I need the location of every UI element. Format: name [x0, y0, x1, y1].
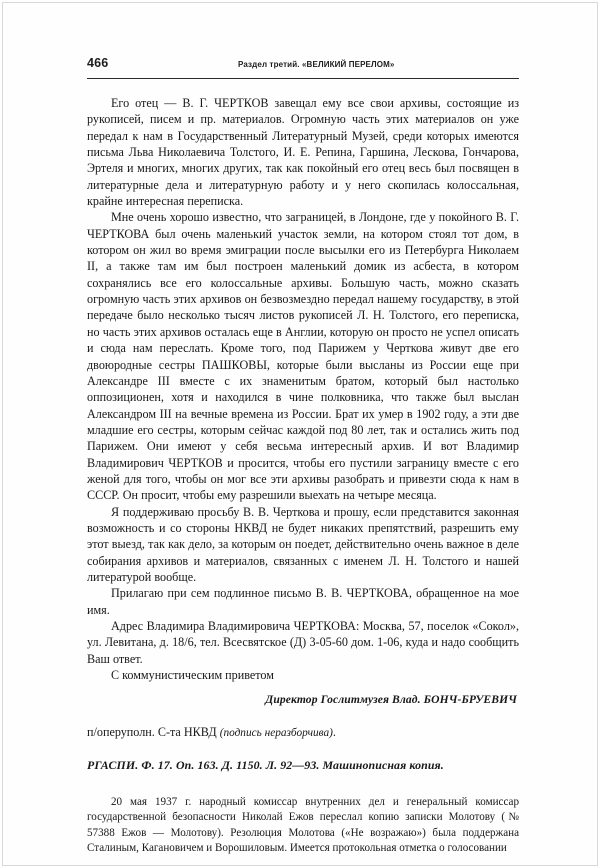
closing-greeting: С коммунистическим приветом	[111, 668, 274, 683]
nkvd-note-suffix: .	[332, 725, 336, 740]
header-divider	[87, 78, 519, 79]
nkvd-note-illegible: (подпись неразборчива)	[219, 727, 333, 740]
running-head	[87, 56, 519, 82]
editorial-commentary: 20 мая 1937 г. народный комиссар внутренних дел и генеральный комиссар государственной безопасности Николай Ежов переслал копию записки Молотову (№ 57388 Ежов — Молотову). Резолюция Молотова («Не возражаю») была поддержана Сталиным, Кагановичем и Ворошиловым. Имеется протокольная отметка о голосовании	[87, 795, 519, 854]
nkvd-note	[87, 724, 519, 741]
paragraph-5-address: Адрес Владимира Владимировича ЧЕРТКОВА: Москва, 57, поселок «Сокол», ул. Левитана, д. 18/6, тел. Всесвятское (Д) 3-05-60 дом. 1-06, куда и надо сообщить Ваш ответ.	[87, 619, 519, 666]
paragraph-3: Я поддерживаю просьбу В. В. Черткова и прошу, если представится законная возможность и со стороны НКВД не будет никаких препятствий, разрешить ему этот выезд, так как дело, за которым он поедет, действительно очень важное в деле собирания архивов и материалов, связанных с именем Л. Н. Толстого и нашей литературой вообще.	[87, 504, 519, 584]
running-head-title: Раздел третий. «ВЕЛИКИЙ ПЕРЕЛОМ»	[238, 59, 395, 69]
paragraph-1: Его отец — В. Г. ЧЕРТКОВ завещал ему все свои архивы, состоящие из рукописей, писем и пр. материалов. Огромную часть этих материалов он уже передал к нам в Государственный Литературный Музей, среди которых имеются письма Льва Николаевича Толстого, И. Е. Репина, Гаршина, Лескова, Гончарова, Эртеля и многих, многих других, так как покойный его отец весь был посвящен в литературные дела и литературную работу и у него скопилась колоссальная, крайне интересная переписка.	[87, 96, 519, 209]
nkvd-note-prefix: п/оперуполн. С-та НКВД	[87, 725, 220, 740]
signature-line: Директор Гослитмузея Влад. БОНЧ-БРУЕВИЧ	[265, 693, 517, 707]
page-content	[87, 56, 519, 856]
page-number: 466	[87, 56, 109, 70]
paragraph-2: Мне очень хорошо известно, что заграницей, в Лондоне, где у покойного В. Г. ЧЕРТКОВА был очень маленький участок земли, на котором стоял тот дом, в котором он жил во время эмиграции после высылки его из Петербурга Николаем II, а также там им был построен маленький домик из асбеста, в котором сохранялись все его колоссальные архивы. Большую часть, можно сказать огромную часть этих архивов он безвозмездно передал нашему государству, в этой передаче было несколько тысяч листов рукописей Л. Н. Толстого, его переписка, но часть этих архивов осталась еще в Англии, которую он просто не успел описать и сюда нам переслать. Кроме того, под Парижем у Черткова живут две его двоюродные сестры ПАШКОВЫ, которые были высланы из России еще при Александре III вместе с их знаменитым братом, который был настолько оппозиционен, хотя и находился в чине полковника, что также был выслан Александром III на вечные времена из России. Брат их умер в 1902 году, а эти две младшие его сестры, которым сейчас каждой под 80 лет, так и остались жить под Парижем. Они имеют у себя весьма интересный архив. И вот Владимир Владимирович ЧЕРТКОВ и просится, чтобы его пустили заграницу вместе с его женой для того, чтобы он мог все эти архивы разобрать и привезти сюда к нам в СССР. Он просит, чтобы ему разрешили выехать на четыре месяца.	[87, 210, 519, 503]
archive-reference: РГАСПИ. Ф. 17. Оп. 163. Д. 1150. Л. 92—93. Машинописная копия.	[87, 757, 444, 772]
paragraph-4: Прилагаю при сем подлинное письмо В. В. ЧЕРТКОВА, обращенное на мое имя.	[87, 586, 519, 617]
letter-body	[87, 95, 519, 856]
